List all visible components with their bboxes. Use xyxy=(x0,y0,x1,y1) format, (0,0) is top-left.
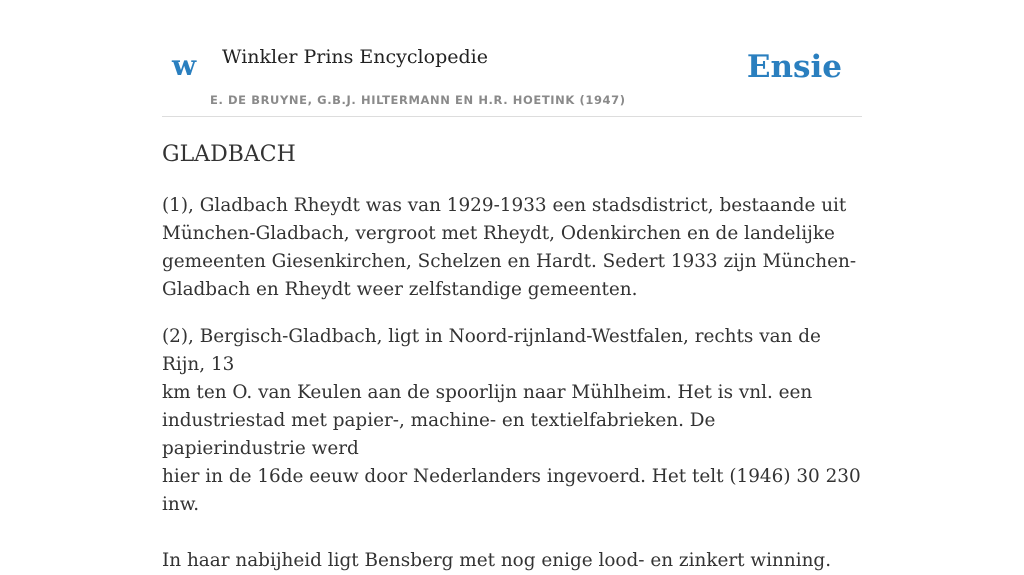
site-header xyxy=(162,0,862,117)
site-title[interactable]: Winkler Prins Encyclopedie xyxy=(222,46,488,68)
authors-line: E. DE BRUYNE, G.B.J. HILTERMANN EN H.R. HOETINK (1947) xyxy=(210,93,626,107)
ensie-brand-link[interactable]: Ensie xyxy=(746,49,842,85)
article-title: GLADBACH xyxy=(162,142,296,167)
article xyxy=(162,138,862,575)
article-paragraph-3: In haar nabijheid ligt Bensberg met nog enige lood- en zinkert winning. xyxy=(162,550,832,571)
article-paragraph-1: (1), Gladbach Rheydt was van 1929-1933 een stadsdistrict, bestaande uit München-Gladbach, vergroot met Rheydt, Odenkirchen en de landelijke gemeenten Giesenkirchen, Schelzen en Hardt. Sedert 1933 zijn München- Gladbach en Rheydt weer zelfstandige gemeenten. xyxy=(162,195,857,300)
winkler-prins-logo-icon[interactable]: w xyxy=(172,49,197,82)
article-paragraph-2: (2), Bergisch-Gladbach, ligt in Noord-rijnland-Westfalen, rechts van de Rijn, 13 km ten O. van Keulen aan de spoorlijn naar Mühlheim. Het is vnl. een industriestad met papier-, machine- en textielfabrieken. De papierindustrie werd hier in de 16de eeuw door Nederlanders ingevoerd. Het telt (1946) 30 230 inw. xyxy=(162,326,861,515)
